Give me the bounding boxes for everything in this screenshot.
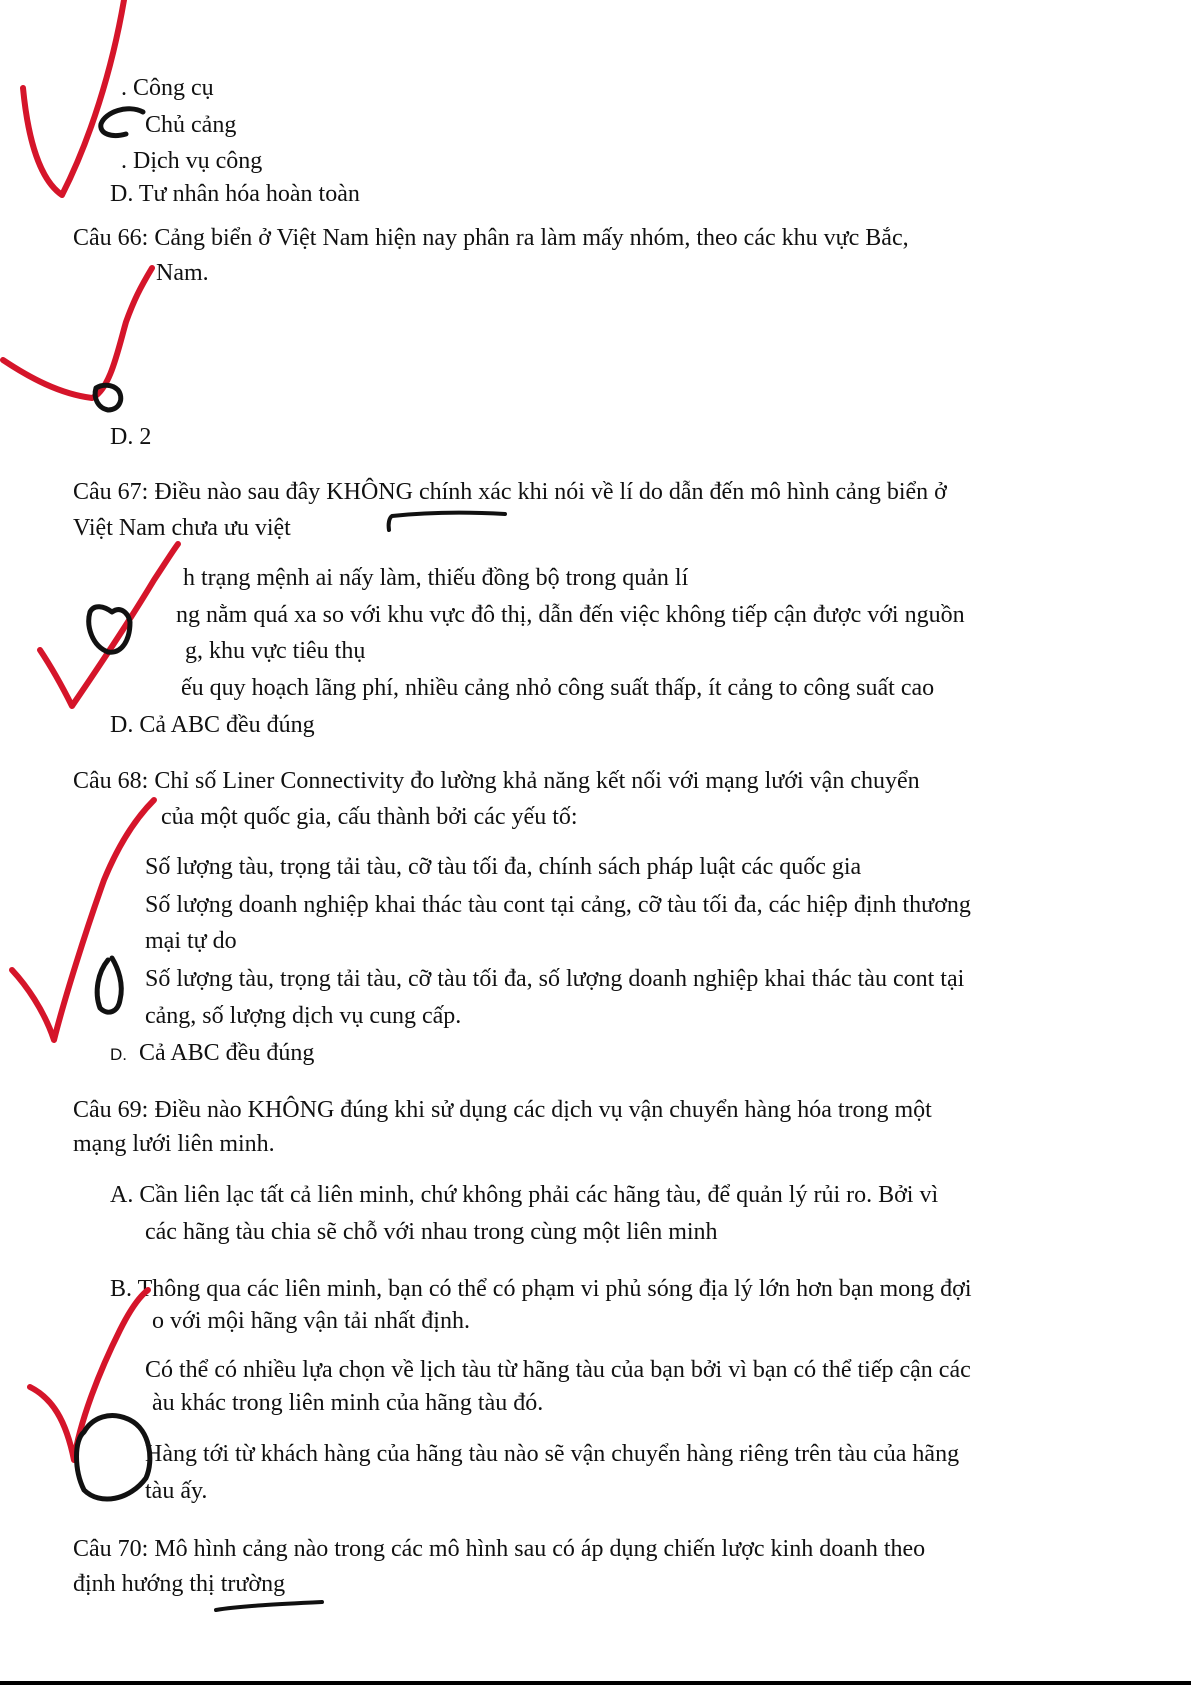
- q70-question: Câu 70: Mô hình cảng nào trong các mô hình sau có áp dụng chiến lược kinh doanh theo: [73, 1536, 926, 1562]
- q68-option-d-letter: D.: [110, 1045, 127, 1064]
- q68-option-a: Số lượng tàu, trọng tải tàu, cỡ tàu tối đa, chính sách pháp luật các quốc gia: [145, 854, 862, 880]
- q68-option-c-line1: Số lượng tàu, trọng tải tàu, cỡ tàu tối đa, số lượng doanh nghiệp khai thác tàu cont tại: [145, 966, 965, 992]
- q69-question-cont: mạng lưới liên minh.: [73, 1131, 275, 1157]
- q69-option-c-line2: àu khác trong liên minh của hãng tàu đó.: [152, 1390, 544, 1416]
- q67-option-a: h trạng mệnh ai nấy làm, thiếu đồng bộ trong quản lí: [183, 565, 689, 591]
- q65-red-checkmark: [23, 0, 124, 195]
- q66-question: Câu 66: Cảng biển ở Việt Nam hiện nay phân ra làm mấy nhóm, theo các khu vực Bắc,: [73, 225, 909, 251]
- q68-question-cont: của một quốc gia, cấu thành bởi các yếu tố:: [161, 804, 578, 830]
- q65-option-c: . Dịch vụ công: [121, 148, 263, 174]
- q65-option-a: . Công cụ: [121, 75, 214, 101]
- q69-question: Câu 69: Điều nào KHÔNG đúng khi sử dụng các dịch vụ vận chuyển hàng hóa trong một: [73, 1097, 932, 1123]
- q68-red-checkmark: [12, 800, 154, 1040]
- q67-underline-mark: [389, 513, 505, 530]
- page-bottom-rule: [0, 1681, 1191, 1685]
- q69-answer-circle: [77, 1416, 150, 1500]
- q68-option-d-text: Cả ABC đều đúng: [139, 1040, 315, 1066]
- q65-answer-circle: [101, 109, 143, 136]
- q68-option-b-line1: Số lượng doanh nghiệp khai thác tàu cont tại cảng, cỡ tàu tối đa, các hiệp định thương: [145, 892, 971, 918]
- q68-option-b-line2: mại tự do: [145, 928, 237, 954]
- q65-option-d: D. Tư nhân hóa hoàn toàn: [110, 181, 360, 207]
- q66-option-d: D. 2: [110, 424, 152, 450]
- q67-option-b-line1: ng nằm quá xa so với khu vực đô thị, dẫn đến việc không tiếp cận được với nguồn: [176, 602, 965, 628]
- q69-option-a-line1: A. Cần liên lạc tất cả liên minh, chứ không phải các hãng tàu, để quản lý rủi ro. Bởi vì: [110, 1182, 939, 1208]
- q69-red-checkmark: [30, 1290, 148, 1460]
- q66-answer-circle: [95, 385, 121, 410]
- q67-option-b-line2: g, khu vực tiêu thụ: [185, 638, 366, 664]
- q67-answer-circle: [89, 607, 130, 652]
- q66-red-checkmark: [3, 268, 152, 398]
- q69-option-b-line2: o với mội hãng vận tải nhất định.: [152, 1308, 470, 1334]
- q67-question-cont: Việt Nam chưa ưu việt: [73, 515, 291, 541]
- q68-option-d: [110, 1039, 314, 1069]
- q70-underline-mark: [216, 1602, 322, 1610]
- q67-option-d: D. Cả ABC đều đúng: [110, 712, 315, 738]
- q68-option-c-line2: cảng, số lượng dịch vụ cung cấp.: [145, 1003, 462, 1029]
- q69-option-a-line2: các hãng tàu chia sẽ chỗ với nhau trong cùng một liên minh: [145, 1219, 718, 1245]
- q69-option-d-line1: Hàng tới từ khách hàng của hãng tàu nào sẽ vận chuyển hàng riêng trên tàu của hãng: [145, 1441, 960, 1467]
- q68-question: Câu 68: Chỉ số Liner Connectivity đo lường khả năng kết nối với mạng lưới vận chuyển: [73, 768, 920, 794]
- q68-answer-circle: [97, 958, 121, 1012]
- q66-question-cont: Nam.: [156, 260, 209, 286]
- q69-option-b-line1: B. Thông qua các liên minh, bạn có thể có phạm vi phủ sóng địa lý lớn hơn bạn mong đợi: [110, 1276, 972, 1302]
- q67-red-checkmark: [40, 544, 178, 706]
- q65-option-b: Chủ cảng: [145, 112, 237, 138]
- q67-question: Câu 67: Điều nào sau đây KHÔNG chính xác khi nói về lí do dẫn đến mô hình cảng biển ở: [73, 479, 947, 505]
- q67-option-c: ếu quy hoạch lãng phí, nhiều cảng nhỏ công suất thấp, ít cảng to công suất cao: [181, 675, 935, 701]
- q69-option-c-line1: Có thể có nhiều lựa chọn về lịch tàu từ hãng tàu của bạn bởi vì bạn có thể tiếp cận các: [145, 1357, 971, 1383]
- q69-option-d-line2: tàu ấy.: [145, 1478, 208, 1504]
- q70-question-cont: định hướng thị trường: [73, 1571, 286, 1597]
